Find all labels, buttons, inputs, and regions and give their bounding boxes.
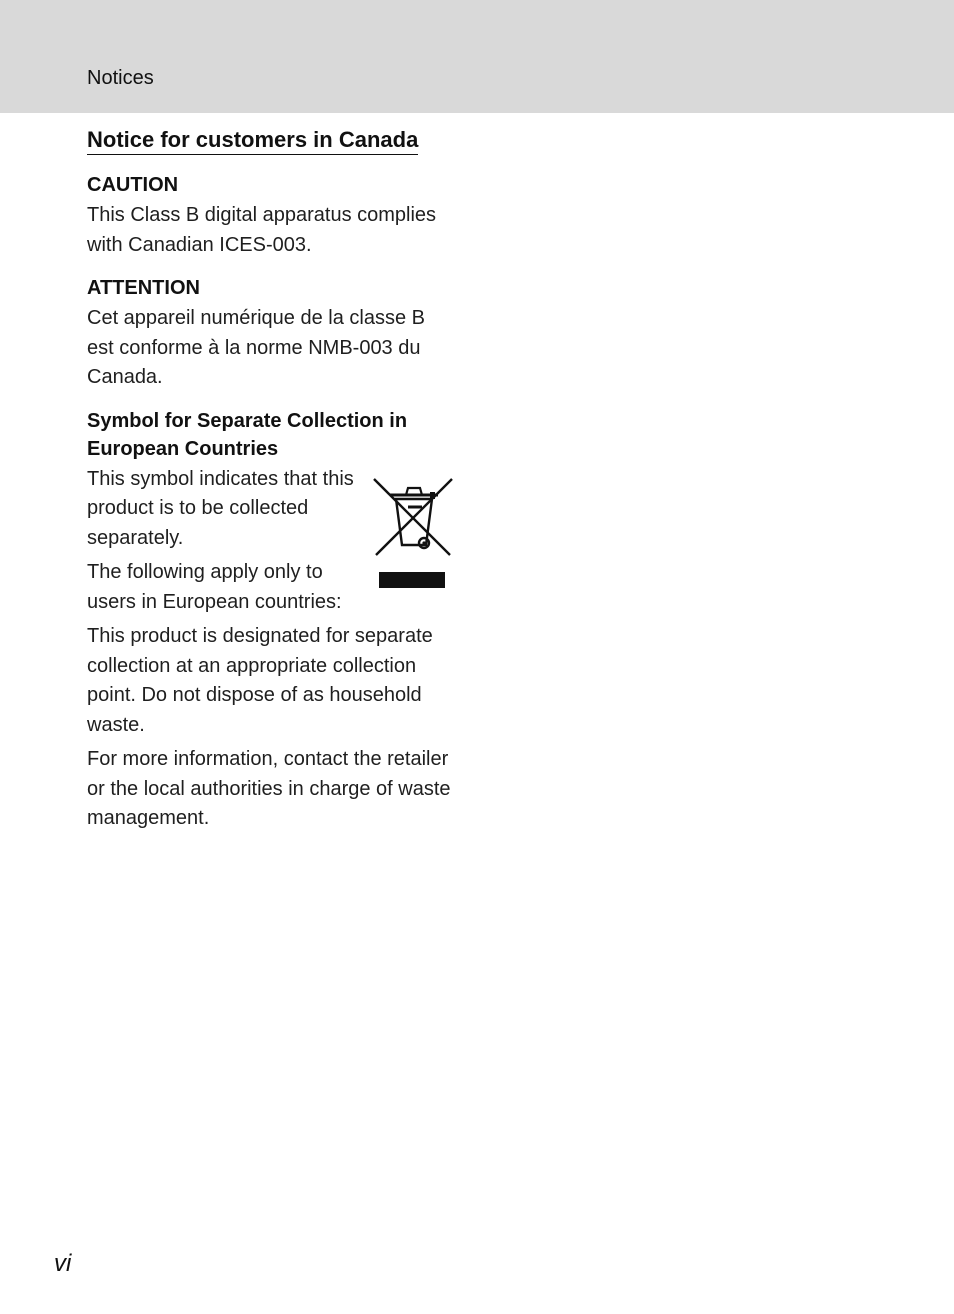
- caution-heading: CAUTION: [87, 174, 179, 196]
- main-content: [87, 126, 457, 848]
- collection-info: This product is designated for separate collection at an appropriate collection point. Do not dispose of as household waste.: [87, 625, 433, 736]
- page-number: vi: [54, 1250, 72, 1277]
- symbol-description: This symbol indicates that this product is to be collected separately.: [87, 467, 354, 549]
- attention-text: Cet appareil numérique de la classe B est conforme à la norme NMB-003 du Canada.: [87, 307, 425, 388]
- canada-notice-title: Notice for customers in Canada: [87, 126, 418, 155]
- attention-heading: ATTENTION: [87, 277, 200, 299]
- symbol-text-column: [87, 465, 362, 618]
- caution-text: This Class B digital apparatus complies with Canadian ICES-003.: [87, 204, 437, 256]
- europe-heading: Symbol for Separate Collection in European Countries: [87, 409, 408, 460]
- crossed-out-wheelie-bin-icon: [372, 473, 454, 589]
- europe-applicability: The following apply only to users in European countries:: [87, 561, 342, 613]
- header-title: Notices: [87, 67, 154, 89]
- symbol-block: [87, 465, 457, 618]
- contact-info: For more information, contact the retailer or the local authorities in charge of waste management.: [87, 748, 451, 829]
- header-band: [0, 0, 954, 113]
